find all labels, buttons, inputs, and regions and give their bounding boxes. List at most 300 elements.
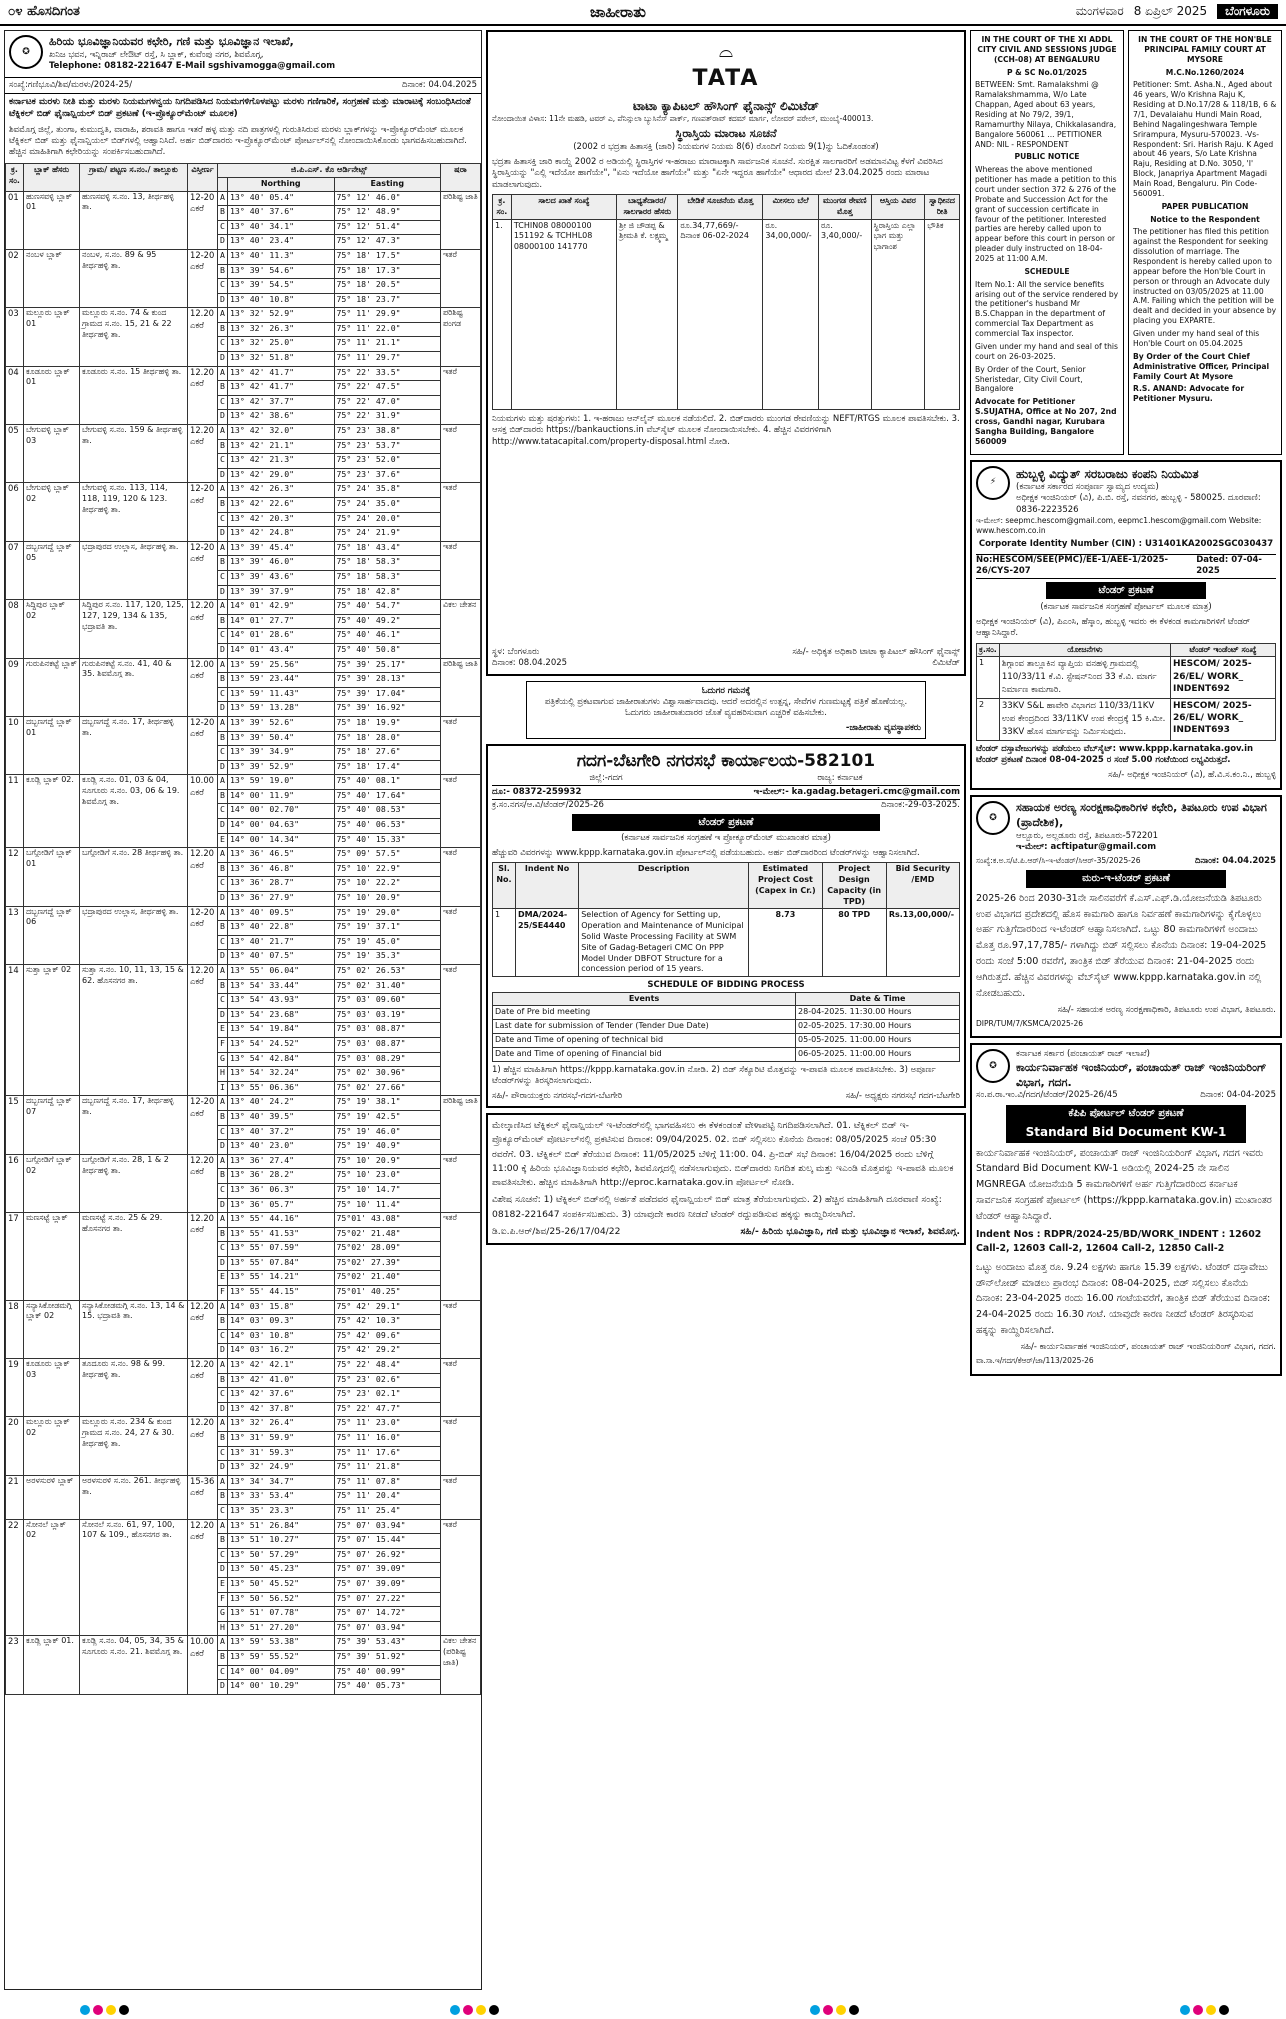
- northing-value: 13° 59' 55.52": [228, 1650, 335, 1665]
- northing-value: 13° 39' 52.9": [228, 760, 335, 775]
- th-village: ಗ್ರಾಮ/ ಪಟ್ಟಣ ಸ.ನಂ./ ತಾಲ್ಲೂಕು: [80, 163, 188, 191]
- sand-schedule-footer: [492, 1225, 960, 1239]
- block-number: 01: [6, 191, 24, 249]
- easting-value: 75°02' 21.48": [334, 1227, 441, 1242]
- block-name: ಗುರುಪಿನಕಟ್ಟೆ ಬ್ಲಾಕ್: [24, 658, 80, 716]
- block-area: 12.00 ಎಕರೆ: [188, 658, 218, 716]
- northing-value: 13° 32' 51.8": [228, 352, 335, 367]
- block-village: ಸನ್ಯಾಸಿಕೋಡಮಗ್ಗಿ ಸ.ನಂ. 13, 14 & 15. ಭದ್ರಾವತಿ ತಾ.: [80, 1300, 188, 1358]
- court1-parties: BETWEEN: Smt. Ramalakshmi @ Ramalakshmamma, W/o Late Chappan, Aged about 63 years, Residing at No 79/2, 39/1, Ramamurthy Nilaya, Chikkalasandra, Bangalore 560061 ... PETITIONER AND: NIL - RESPONDENT: [975, 80, 1117, 149]
- block-name: ಸಿದ್ದಿಪುರ ಬ್ಲಾಕ್ 02: [24, 600, 80, 658]
- easting-value: 75° 19' 40.9": [334, 1140, 441, 1155]
- easting-value: 75° 09' 57.5": [334, 848, 441, 863]
- point-label: B: [218, 1227, 228, 1242]
- easting-value: 75° 18' 19.9": [334, 716, 441, 731]
- northing-value: 13° 40' 10.8": [228, 293, 335, 308]
- block-village: ಬೇಗುವಳ್ಳಿ ಸ.ನಂ. 113, 114, 118, 119, 120 & 123. ತೀರ್ಥಹಳ್ಳಿ ತಾ.: [80, 483, 188, 541]
- northing-value: 13° 40' 23.4": [228, 235, 335, 250]
- court2-sign: By Order of the Court Chief Administrative Officer, Principal Family Court At Mysore: [1133, 351, 1270, 381]
- sand-block-row: [6, 1213, 481, 1228]
- northing-value: 13° 42' 22.6": [228, 498, 335, 513]
- point-label: C: [218, 1329, 228, 1344]
- sched-date: 06-05-2025. 11:00.00 Hours: [796, 1047, 960, 1061]
- point-label: C: [218, 1504, 228, 1519]
- hescom-header: [976, 466, 1276, 517]
- gadag-phone: ದೂ:- 08372-259932: [492, 786, 582, 797]
- th-no: ಕ್ರ. ಸಂ.: [6, 163, 24, 191]
- northing-value: 13° 51' 10.27": [228, 1534, 335, 1549]
- block-number: 07: [6, 541, 24, 599]
- block-area: 12.20 ಎಕರೆ: [188, 848, 218, 906]
- northing-value: 13° 39' 54.5": [228, 279, 335, 294]
- sand-tender-notice: [4, 30, 482, 1990]
- easting-value: 75° 24' 20.0": [334, 512, 441, 527]
- easting-value: 75° 40' 08.1": [334, 775, 441, 790]
- point-label: E: [218, 1023, 228, 1038]
- gadag-th-no: Sl. No.: [493, 863, 516, 909]
- gadag-th-emd: Bid Security /EMD: [886, 863, 959, 909]
- point-label: A: [218, 1096, 228, 1111]
- point-label: B: [218, 731, 228, 746]
- block-village: ಸುತ್ತಾ ಸ.ನಂ. 10, 11, 13, 15 & 62. ಹೊಸನಗರ ತಾ.: [80, 965, 188, 1096]
- point-label: B: [218, 206, 228, 221]
- gadag-sign-right: ಸಹಿ/- ಅಧ್ಯಕ್ಷರು ನಗರಸಭೆ ಗದಗ-ಬೆಟಗೇರಿ: [845, 1090, 960, 1101]
- easting-value: 75° 18' 42.8": [334, 585, 441, 600]
- block-remark: ಇತರೆ: [441, 1359, 481, 1417]
- easting-value: 75° 10' 11.4": [334, 1198, 441, 1213]
- northing-value: 13° 32' 26.3": [228, 322, 335, 337]
- northing-value: 13° 32' 25.0": [228, 337, 335, 352]
- easting-value: 75° 10' 20.9": [334, 892, 441, 907]
- block-remark: ಪರಿಶಿಷ್ಟ ಜಾತಿ: [441, 191, 481, 249]
- easting-value: 75° 39' 53.43": [334, 1636, 441, 1651]
- court1-schedule: Item No.1: All the service benefits arising out of the service rendered by the petitioner's husband Mr B.S.Chappan in the department of commercial Tax Department as commercial Tax inspector.: [975, 279, 1119, 339]
- block-number: 10: [6, 716, 24, 774]
- block-remark: ಇತರೆ: [441, 1519, 481, 1636]
- northing-value: 13° 55' 07.84": [228, 1256, 335, 1271]
- sand-block-row: [6, 965, 481, 980]
- th-gps: ಜಿ.ಪಿ.ಎಸ್. ಕೊ ಆರ್ಡಿನೇಟ್ಸ್: [218, 163, 441, 177]
- court2-nt: Notice to the Respondent: [1150, 214, 1260, 224]
- block-number: 06: [6, 483, 24, 541]
- easting-value: 75° 07' 26.92": [334, 1548, 441, 1563]
- northing-value: 13° 39' 34.9": [228, 746, 335, 761]
- tata-emblem-icon: ⌓: [718, 41, 734, 62]
- easting-value: 75° 19' 45.0": [334, 935, 441, 950]
- block-name: ಮಣಸಟ್ಟೆ ಬ್ಲಾಕ್: [24, 1213, 80, 1301]
- prd-gadag-notice: [970, 1043, 1282, 1375]
- easting-value: 75° 11' 21.1": [334, 337, 441, 352]
- easting-value: 75° 03' 03.19": [334, 1008, 441, 1023]
- tata-th-possession: ಸ್ವಾಧೀನದ ರೀತಿ: [925, 195, 960, 220]
- northing-value: 13° 50' 56.52": [228, 1592, 335, 1607]
- easting-value: 75° 19' 29.0": [334, 906, 441, 921]
- sand-schedule-ref: ಡಿ.ಐ.ಪಿ.ಆರ್/ಶಿವ/25-26/17/04/22: [492, 1225, 621, 1237]
- block-area: 15-36 ಎಕರೆ: [188, 1475, 218, 1519]
- point-label: D: [218, 1461, 228, 1476]
- point-label: D: [218, 527, 228, 542]
- block-village: ಗುರುಪಿನಕಟ್ಟೆ ಸ.ನಂ. 41, 40 & 35. ಶಿವಮೊಗ್ಗ ತಾ.: [80, 658, 188, 716]
- point-label: D: [218, 1008, 228, 1023]
- block-village: ಕೂಡೂರು ಸ.ನಂ. 15 ತೀರ್ಥಹಳ್ಳಿ ತಾ.: [80, 366, 188, 424]
- point-label: B: [218, 1315, 228, 1330]
- page-header-bar: [0, 0, 1286, 26]
- easting-value: 75° 40' 06.53": [334, 819, 441, 834]
- prd-ref-line: [976, 1090, 1276, 1101]
- hescom-cell-indent: HESCOM/ 2025-26/EL/ WORK_ INDENT692: [1170, 657, 1275, 699]
- point-label: C: [218, 220, 228, 235]
- point-label: C: [218, 687, 228, 702]
- easting-value: 75° 23' 02.6": [334, 1373, 441, 1388]
- block-number: 14: [6, 965, 24, 1096]
- registration-dot: [836, 2005, 846, 2015]
- family-court-notice: [1128, 30, 1282, 455]
- forest-emblem-icon: ✪: [976, 801, 1010, 835]
- hescom-name: ಹುಬ್ಬಳ್ಳಿ ವಿದ್ಯುತ್ ಸರಬರಾಜು ಕಂಪನಿ ನಿಯಮಿತ: [1016, 466, 1199, 481]
- th-remark: ಷರಾ: [441, 163, 481, 191]
- point-label: B: [218, 789, 228, 804]
- registration-dot: [1193, 2005, 1203, 2015]
- registration-dot: [476, 2005, 486, 2015]
- northing-value: 13° 39' 37.9": [228, 585, 335, 600]
- tata-th-demand: ಬೇಡಿಕೆ ಸೂಚನೆಯ ಮೊತ್ತ: [678, 195, 763, 220]
- point-label: B: [218, 862, 228, 877]
- tata-cell-emd: ರೂ. 3,40,000/-: [819, 219, 872, 409]
- block-remark: ಇತರೆ: [441, 716, 481, 774]
- point-label: D: [218, 819, 228, 834]
- easting-value: 75°02' 21.40": [334, 1271, 441, 1286]
- block-number: 22: [6, 1519, 24, 1636]
- block-area: 12-20 ಎಕರೆ: [188, 483, 218, 541]
- block-village: ನಂಬಳ, ಸ.ನಂ. 89 & 95 ತೀರ್ಥಹಳ್ಳಿ ತಾ.: [80, 249, 188, 307]
- th-easting: Easting: [334, 177, 441, 191]
- court2-case: M.C.No.1260/2024: [1165, 67, 1245, 77]
- block-name: ಮಲ್ಲೂರು ಬ್ಲಾಕ್ 01: [24, 308, 80, 366]
- northing-value: 13° 36' 27.4": [228, 1154, 335, 1169]
- gadag-intro: ಹೆಚ್ಚುವರಿ ವಿವರಗಳನ್ನು www.kppp.karnataka.gov.in ಪೋರ್ಟಲ್‌ನಲ್ಲಿ ಪಡೆಯಬಹುದು. ಅರ್ಹ ಬಿಡ್‌ದಾರರಿಂದ ಟೆಂಡರ್‌ಗಳನ್ನು ಆಹ್ವಾನಿಸಲಾಗಿದೆ.: [492, 847, 920, 858]
- point-label: A: [218, 1300, 228, 1315]
- block-number: 05: [6, 425, 24, 483]
- tata-reg-address: ನೋಂದಾಯಿತ ವಿಳಾಸ: 11ನೇ ಮಹಡಿ, ಟವರ್ ಎ, ಪೆನಿನ್ಸುಲಾ ಬ್ಯುಸಿನೆಸ್ ಪಾರ್ಕ್, ಗಣಪತ್‌ರಾವ್ ಕದಮ್ ಮಾರ್ಗ, ಲೋವರ್ ಪರೇಲ್, ಮುಂಬೈ-400013.: [492, 114, 874, 124]
- registration-marks-left: [80, 2003, 129, 2017]
- easting-value: 75° 12' 47.3": [334, 235, 441, 250]
- northing-value: 13° 39' 46.0": [228, 556, 335, 571]
- sand-block-row: [6, 1154, 481, 1169]
- tata-cell-reserve: ರೂ. 34,00,000/-: [763, 219, 819, 409]
- sand-block-row: [6, 366, 481, 381]
- easting-value: 75° 02' 27.66": [334, 1081, 441, 1096]
- northing-value: 13° 32' 26.4": [228, 1417, 335, 1432]
- gadag-schedule-title: SCHEDULE OF BIDDING PROCESS: [647, 980, 805, 991]
- sand-schedule-sign: ಸಹಿ/- ಹಿರಿಯ ಭೂವಿಜ್ಞಾನಿ, ಗಣಿ ಮತ್ತು ಭೂವಿಜ್ಞಾನ ಇಲಾಖೆ, ಶಿವಮೊಗ್ಗ.: [740, 1225, 960, 1237]
- block-number: 20: [6, 1417, 24, 1475]
- block-area: 12.20 ಎಕರೆ: [188, 1519, 218, 1636]
- block-remark: ಪರಿಶಿಷ್ಟ ಪಂಗಡ: [441, 308, 481, 366]
- easting-value: 75° 11' 17.6": [334, 1446, 441, 1461]
- block-remark: ಇತರೆ: [441, 1213, 481, 1301]
- sand-block-row: [6, 848, 481, 863]
- registration-dot: [489, 2005, 499, 2015]
- northing-value: 14° 00' 10.29": [228, 1680, 335, 1695]
- point-label: A: [218, 1636, 228, 1651]
- northing-value: 13° 55' 06.36": [228, 1081, 335, 1096]
- prd-dipr: ವಾ.ಸಾ.ಇ/ಗದಗ/ಕೆಆರ್/ಜಾ/113/2025-26: [976, 1356, 1094, 1366]
- point-label: F: [218, 1037, 228, 1052]
- block-village: ಬೇಗುವಳ್ಳಿ ಸ.ನಂ. 159 & ತೀರ್ಥಹಳ್ಳಿ ತಾ.: [80, 425, 188, 483]
- northing-value: 13° 32' 52.9": [228, 308, 335, 323]
- easting-value: 75° 40' 08.53": [334, 804, 441, 819]
- easting-value: 75° 24' 35.8": [334, 483, 441, 498]
- prd-title: ಕಾರ್ಯನಿರ್ವಾಹಕ ಇಂಜಿನಿಯರ್, ಪಂಚಾಯತ್ ರಾಜ್ ಇಂಜಿನಿಯರಿಂಗ್ ವಿಭಾಗ, ಗದಗ.: [1016, 1060, 1267, 1089]
- block-village: ದಬ್ಬಣಗದ್ದೆ ಸ.ನಂ. 17, ತೀರ್ಥಹಳ್ಳಿ ತಾ.: [80, 716, 188, 774]
- point-label: B: [218, 1373, 228, 1388]
- northing-value: 13° 40' 37.2": [228, 1125, 335, 1140]
- point-label: B: [218, 1650, 228, 1665]
- reader-notice-body: ಪತ್ರಿಕೆಯಲ್ಲಿ ಪ್ರಕಟವಾಗುವ ಜಾಹೀರಾತುಗಳು ವಿಶ್ವಾಸಾರ್ಹವಾದವು. ಆದರೆ ಅದರಲ್ಲಿನ ಉತ್ಪನ್ನ, ಸೇವೆಗಳ ಗುಣಮಟ್ಟಕ್ಕೆ ಪತ್ರಿಕೆ ಹೊಣೆಯಲ್ಲ. ಓದುಗರು ಜಾಹೀರಾತುದಾರರ ಜೊತೆ ವ್ಯವಹರಿಸುವಾಗ ಎಚ್ಚರಿಕೆ ವಹಿಸಬೇಕು.: [544, 697, 908, 719]
- easting-value: 75° 18' 23.7": [334, 293, 441, 308]
- easting-value: 75° 18' 27.6": [334, 746, 441, 761]
- tata-footer: [492, 647, 960, 670]
- th-northing: Northing: [228, 177, 335, 191]
- sand-block-row: [6, 425, 481, 440]
- block-name: ಬಗ್ಗೋಡಿಗೆ ಬ್ಲಾಕ್ 01: [24, 848, 80, 906]
- point-label: C: [218, 935, 228, 950]
- gadag-tender-table: [492, 862, 960, 977]
- easting-value: 75° 18' 43.4": [334, 541, 441, 556]
- northing-value: 13° 42' 41.7": [228, 366, 335, 381]
- hescom-cell-indent: HESCOM/ 2025-26/EL/ WORK_ INDENT693: [1170, 699, 1275, 741]
- point-label: G: [218, 1607, 228, 1622]
- easting-value: 75° 02' 31.40": [334, 979, 441, 994]
- block-name: ದಬ್ಬಣಗದ್ದೆ ಬ್ಲಾಕ್ 01: [24, 716, 80, 774]
- block-remark: ಇತರೆ: [441, 775, 481, 848]
- gadag-cell-cost: 8.73: [749, 909, 822, 977]
- right-column: [970, 30, 1282, 1990]
- point-label: B: [218, 614, 228, 629]
- northing-value: 14° 01' 27.7": [228, 614, 335, 629]
- th-block: ಬ್ಲಾಕ್ ಹೆಸರು: [24, 163, 80, 191]
- block-name: ದಬ್ಬಣಗದ್ದೆ ಬ್ಲಾಕ್ 05: [24, 541, 80, 599]
- ref-number: ಸಂಖ್ಯೆ:ಗಣಿಭೂವಿ/ಶಿವ/ಮರಳು/2024-25/: [9, 79, 133, 90]
- block-name: ಬೇಗುವಳ್ಳಿ ಬ್ಲಾಕ್ 03: [24, 425, 80, 483]
- gadag-cell-cap: 80 TPD: [822, 909, 886, 977]
- sand-block-row: [6, 249, 481, 264]
- point-label: A: [218, 1475, 228, 1490]
- point-label: A: [218, 1213, 228, 1228]
- court1-body: Whereas the above mentioned petitioner has made a petition to this court under section 372 & 276 of the Probate and Succession Act for the grant of succession certificate in favour of the petitioner. Interested parties are hereby called upon to appear before this court in person or pleader duly instructed on 18-04-2025 at 11:00 A.M.: [975, 165, 1117, 264]
- northing-value: 13° 54' 24.52": [228, 1037, 335, 1052]
- page-number: ೦೪ ಹೊಸದಿಗಂತ: [8, 4, 80, 19]
- point-label: C: [218, 877, 228, 892]
- court2-given: Given under my hand seal of this Hon'ble Court on 05.04.2025: [1133, 329, 1260, 348]
- northing-value: 13° 54' 32.24": [228, 1067, 335, 1082]
- easting-value: 75° 40' 00.99": [334, 1665, 441, 1680]
- point-label: C: [218, 1548, 228, 1563]
- easting-value: 75° 40' 50.8": [334, 643, 441, 658]
- northing-value: 13° 36' 28.2": [228, 1169, 335, 1184]
- point-label: E: [218, 1271, 228, 1286]
- northing-value: 13° 51' 27.20": [228, 1621, 335, 1636]
- northing-value: 13° 32' 24.9": [228, 1461, 335, 1476]
- office-name: ಹಿರಿಯ ಭೂವಿಜ್ಞಾನಿಯವರ ಕಛೇರಿ, ಗಣಿ ಮತ್ತು ಭೂವಿಜ್ಞಾನ ಇಲಾಖೆ,: [49, 35, 294, 48]
- block-remark: ಇತರೆ: [441, 1300, 481, 1358]
- gadag-th-cap: Project Design Capacity (in TPD): [822, 863, 886, 909]
- point-label: B: [218, 1432, 228, 1447]
- gadag-th-cost: Estimated Project Cost (Capex in Cr.): [749, 863, 822, 909]
- northing-value: 13° 55' 07.59": [228, 1242, 335, 1257]
- northing-value: 13° 40' 24.2": [228, 1096, 335, 1111]
- court-notices-row: [970, 30, 1282, 455]
- gadag-contact-line: [492, 785, 960, 800]
- notice-body: ಶಿವಮೊಗ್ಗ ಜಿಲ್ಲೆ, ತುಂಗಾ, ಕುಮುದ್ವತಿ, ವಾರಾಹಿ, ಶರಾವತಿ ಹಾಗೂ ಇತರೆ ಹಳ್ಳ ಮತ್ತು ನದಿ ಪಾತ್ರಗಳಲ್ಲಿ ಗುರುತಿಸಿರುವ ಮರಳು ಬ್ಲಾಕ್‌ಗಳನ್ನು ಇ-ಪ್ರೊಕ್ಯೂರ್‌ಮೆಂಟ್ ಮೂಲಕ ಟೆಕ್ನಿಕಲ್ ಬಿಡ್ ಮತ್ತು ಫೈನಾನ್ಷಿಯಲ್ ಬಿಡ್‌ಗಳಲ್ಲಿ ಆಹ್ವಾನಿಸಿದೆ. ಅರ್ಹ ಬಿಡ್‌ದಾರರು ಇ-ಪ್ರೊಕ್ಯೂರ್‌ಮೆಂಟ್ ಪೋರ್ಟಲ್‌ನಲ್ಲಿ ನೋಂದಾಯಿಸಿಕೊಂಡು ಭಾಗವಹಿಸಬಹುದಾಗಿದೆ. ಹೆಚ್ಚಿನ ಮಾಹಿತಿಗಾಗಿ ಕಛೇರಿಯನ್ನು ಸಂಪರ್ಕಿಸಬಹುದಾಗಿದೆ.: [9, 124, 467, 158]
- block-remark: ಇತರೆ: [441, 249, 481, 307]
- ref-line: [5, 78, 481, 94]
- northing-value: 13° 55' 44.16": [228, 1213, 335, 1228]
- block-remark: ಇತರೆ: [441, 1417, 481, 1475]
- gadag-email: ಇ-ಮೇಲ್:- ka.gadag.betageri.cmc@gmail.com: [753, 786, 960, 797]
- court1-head: IN THE COURT OF THE XI ADDL CITY CIVIL AND SESSIONS JUDGE (CCH-08) AT BENGALURU: [977, 35, 1117, 64]
- northing-value: 13° 36' 05.7": [228, 1198, 335, 1213]
- point-label: G: [218, 1052, 228, 1067]
- point-label: D: [218, 293, 228, 308]
- northing-value: 13° 59' 25.56": [228, 658, 335, 673]
- prd-body2: ಒಟ್ಟು ಅಂದಾಜು ಮೊತ್ತ ರೂ. 9.24 ಲಕ್ಷಗಳು ಹಾಗೂ 15.39 ಲಕ್ಷಗಳು. ಟೆಂಡರ್ ದಸ್ತಾವೇಜು ಡೌನ್‌ಲೋಡ್ ಮಾಡಲು ಪ್ರಾರಂಭ ದಿನಾಂಕ: 08-04-2025, ಬಿಡ್ ಸಲ್ಲಿಸಲು ಕೊನೆಯ ದಿನಾಂಕ: 23-04-2025 ರಂದು 16.00 ಗಂಟೆಯವರೆಗೆ, ತಾಂತ್ರಿಕ ಬಿಡ್ ತೆರೆಯುವ ದಿನಾಂಕ: 24-04-2025 ರಂದು 16.30 ಗಂಟೆ. ಯಾವುದೇ ಕಾರಣ ನೀಡದೆ ಟೆಂಡರ್ ತಿರಸ್ಕರಿಸುವ ಹಕ್ಕನ್ನು ಕಾಯ್ದಿರಿಸಲಾಗಿದೆ.: [976, 1261, 1271, 1337]
- hescom-date: Dated: 07-04-2025: [1196, 554, 1262, 577]
- block-remark: ಇತರೆ: [441, 906, 481, 964]
- forest-date: ದಿನಾಂಕ: 04.04.2025: [1195, 855, 1276, 866]
- point-label: D: [218, 892, 228, 907]
- block-name: ನಂಬಳ ಬ್ಲಾಕ್: [24, 249, 80, 307]
- hescom-ref: No:HESCOM/SEE(PMC)/EE-1/AEE-1/2025-26/CYS-207: [976, 554, 1169, 577]
- easting-value: 75° 23' 02.1": [334, 1388, 441, 1403]
- northing-value: 14° 00' 04.09": [228, 1665, 335, 1680]
- block-village: ಕೂಡ್ಲಿ ಸ.ನಂ. 01, 03 & 04, ಸೂಗೂರು ಸ.ನಂ. 03, 06 & 19. ಶಿವಮೊಗ್ಗ ತಾ.: [80, 775, 188, 848]
- northing-value: 13° 35' 23.3": [228, 1504, 335, 1519]
- point-label: I: [218, 1081, 228, 1096]
- northing-value: 13° 42' 38.6": [228, 410, 335, 425]
- northing-value: 13° 31' 59.3": [228, 1446, 335, 1461]
- sand-block-row: [6, 483, 481, 498]
- registration-dot: [93, 2005, 103, 2015]
- easting-value: 75° 10' 14.7": [334, 1183, 441, 1198]
- gadag-notes: 1) ಹೆಚ್ಚಿನ ಮಾಹಿತಿಗಾಗಿ https://kppp.karnataka.gov.in ನೋಡಿ. 2) ಬಿಡ್ ಸೆಕ್ಯೂರಿಟಿ ಮೊತ್ತವನ್ನು ಇ-ಪಾವತಿ ಮೂಲಕ ಪಾವತಿಸಬೇಕು. 3) ಅಪೂರ್ಣ ಟೆಂಡರ್‌ಗಳನ್ನು ತಿರಸ್ಕರಿಸಲಾಗುವುದು.: [492, 1064, 936, 1087]
- tata-th-no: ಕ್ರ. ಸಂ.: [493, 195, 512, 220]
- northing-value: 13° 42' 21.1": [228, 439, 335, 454]
- easting-value: 75° 39' 28.13": [334, 673, 441, 688]
- northing-value: 13° 39' 43.6": [228, 570, 335, 585]
- point-label: B: [218, 1534, 228, 1549]
- forest-notice: [970, 795, 1282, 1038]
- hescom-logo-icon: ⚡: [976, 466, 1010, 500]
- easting-value: 75° 42' 10.3": [334, 1315, 441, 1330]
- easting-value: 75° 11' 29.9": [334, 308, 441, 323]
- court2-advocate: R.S. ANAND: Advocate for Petitioner Mysuru.: [1133, 384, 1245, 404]
- forest-sign: ಸಹಿ/- ಸಹಾಯಕ ಅರಣ್ಯ ಸಂರಕ್ಷಣಾಧಿಕಾರಿ, ತಿಪಟೂರು ಉಪ ವಿಭಾಗ, ತಿಪಟೂರು.: [1057, 1004, 1276, 1015]
- block-number: 09: [6, 658, 24, 716]
- easting-value: 75° 40' 54.7": [334, 600, 441, 615]
- sand-block-row: [6, 1475, 481, 1490]
- tata-date: ದಿನಾಂಕ: 08.04.2025: [492, 658, 568, 669]
- tata-th-acct: ಸಾಲದ ಖಾತೆ ಸಂಖ್ಯೆ: [511, 195, 616, 220]
- easting-value: 75°02' 28.09": [334, 1242, 441, 1257]
- tata-logo: [492, 36, 960, 98]
- easting-value: 75° 02' 30.96": [334, 1067, 441, 1082]
- gadag-sched-th-date: Date & Time: [796, 992, 960, 1006]
- office-address: ಖನಿಜ ಭವನ, ಇನ್ನಿರಾಜ್ ಲೇಔಟ್ ರಸ್ತೆ, ಸಿ ಬ್ಲಾಕ್, ಕುವೆಂಪು ನಗರ, ಶಿವಮೊಗ್ಗ,: [49, 49, 264, 60]
- block-village: ಬಗ್ಗೋಡಿಗೆ ಸ.ನಂ. 28 ತೀರ್ಥಹಳ್ಳಿ ತಾ.: [80, 848, 188, 906]
- registration-dot: [849, 2005, 859, 2015]
- block-village: ತೂದೂರು ಸ.ನಂ. 98 & 99. ತೀರ್ಥಹಳ್ಳಿ ತಾ.: [80, 1359, 188, 1417]
- block-area: 12.20 ಎಕರೆ: [188, 965, 218, 1096]
- northing-value: 13° 34' 34.7": [228, 1475, 335, 1490]
- sand-block-row: [6, 906, 481, 921]
- block-number: 15: [6, 1096, 24, 1154]
- gadag-cell-no: 1: [493, 909, 516, 977]
- block-remark: ವಿಕಲ ಚೇತನ (ಪರಿಶಿಷ್ಟ ಜಾತಿ): [441, 1636, 481, 1694]
- block-number: 11: [6, 775, 24, 848]
- point-label: B: [218, 381, 228, 396]
- registration-dot: [106, 2005, 116, 2015]
- block-area: 12.20 ಎಕರೆ: [188, 1417, 218, 1475]
- block-area: 12.20 ಎಕರೆ: [188, 1359, 218, 1417]
- sand-block-row: [6, 716, 481, 731]
- block-name: ಸೋನಲೆ ಬ್ಲಾಕ್ 02: [24, 1519, 80, 1636]
- point-label: D: [218, 585, 228, 600]
- block-area: 12.20 ಎಕರೆ: [188, 1213, 218, 1301]
- northing-value: 13° 39' 52.6": [228, 716, 335, 731]
- point-label: A: [218, 541, 228, 556]
- block-village: ಭದ್ರಾಪುರದ ಉಲ್ಲಾಸ, ತೀರ್ಥಹಳ್ಳಿ ತಾ.: [80, 541, 188, 599]
- court1-sign: By Order of the Court, Senior Sheristedar, City Civil Court, Bangalore: [975, 364, 1086, 394]
- easting-value: 75° 19' 35.3": [334, 950, 441, 965]
- forest-header: [976, 801, 1276, 854]
- point-label: B: [218, 979, 228, 994]
- block-remark: ಇತರೆ: [441, 1475, 481, 1519]
- block-number: 08: [6, 600, 24, 658]
- northing-value: 14° 00' 14.34": [228, 833, 335, 848]
- easting-value: 75° 22' 48.4": [334, 1359, 441, 1374]
- tata-notice-title: ಸ್ಥಿರಾಸ್ತಿಯ ಮಾರಾಟ ಸೂಚನೆ: [675, 127, 777, 141]
- easting-value: 75° 07' 15.44": [334, 1534, 441, 1549]
- block-number: 18: [6, 1300, 24, 1358]
- northing-value: 14° 00' 04.63": [228, 819, 335, 834]
- block-remark: ವಿಕಲ ಚೇತನ: [441, 600, 481, 658]
- block-name: ಸನ್ಯಾಸಿಕೋಡಮಗ್ಗಿ ಬ್ಲಾಕ್ 02: [24, 1300, 80, 1358]
- court2-pp: PAPER PUBLICATION: [1161, 201, 1249, 211]
- hescom-cell-desc: 33KV S&L ಹಾವೇರಿ ವಿಭಾಗದ 110/33/11KV ಉಪ ಕೇಂದ್ರದಿಂದ 33/11KV ಉಪ ಕೇಂದ್ರಕ್ಕೆ 15 ಕಿ.ಮೀ. 33KV ಹೊಸ ಮಾರ್ಗವನ್ನು ನಿರ್ಮಿಸುವುದು.: [999, 699, 1170, 741]
- block-area: 12.20 ಎಕರೆ: [188, 1300, 218, 1358]
- block-area: 12.20 ಎಕರೆ: [188, 308, 218, 366]
- hescom-notice: [970, 460, 1282, 791]
- hescom-tender-title: ಟೆಂಡರ್ ಪ್ರಕಟಣೆ: [1046, 582, 1206, 600]
- sand-block-row: [6, 1300, 481, 1315]
- easting-value: 75° 12' 51.4": [334, 220, 441, 235]
- easting-value: 75° 18' 58.3": [334, 570, 441, 585]
- point-label: A: [218, 1154, 228, 1169]
- tata-notice-body: ಭದ್ರತಾ ಹಿತಾಸಕ್ತಿ ಜಾರಿ ಕಾಯ್ದೆ 2002 ರ ಅಡಿಯಲ್ಲಿ ಸ್ಥಿರಾಸ್ತಿಗಳ ಇ-ಹರಾಜು ಮಾರಾಟಕ್ಕಾಗಿ ಸಾರ್ವಜನಿಕ ಸೂಚನೆ. ಸುರಕ್ಷಿತ ಸಾಲಗಾರರಿಗೆ ಅಡಮಾನವಿಟ್ಟ ಕೆಳಗೆ ವಿವರಿಸಿದ ಸ್ಥಿರಾಸ್ತಿಯನ್ನು "ಎಲ್ಲಿ ಇದೆಯೋ ಹಾಗೆಯೇ", "ಏನು ಇದೆಯೋ ಹಾಗೆಯೇ" ಮತ್ತು "ಏನೇ ಇದ್ದರೂ ಹಾಗೆಯೇ" ಆಧಾರದ ಮೇಲೆ 23.04.2025 ರಂದು ಮಾರಾಟ ಮಾಡಲಾಗುವುದು.: [492, 156, 943, 190]
- northing-value: 14° 03' 09.3": [228, 1315, 335, 1330]
- point-label: C: [218, 804, 228, 819]
- gadag-sign-left: ಸಹಿ/- ಪೌರಾಯುಕ್ತರು ನಗರಸಭೆ-ಗದಗ-ಬೆಟಗೇರಿ: [492, 1090, 623, 1101]
- city-label: ಬೆಂಗಳೂರು: [1217, 4, 1278, 19]
- gadag-cell-desc: Selection of Agency for Setting up, Operation and Maintenance of Municipal Solid Waste Processing Facility at SWM Site of Gadag-Betageri CMC On PPP Model Under DBFOT Structure for a concession period of 15 years.: [579, 909, 749, 977]
- hescom-ref-line: [976, 554, 1276, 579]
- tata-th-reserve: ಮೀಸಲು ಬೆಲೆ: [763, 195, 819, 220]
- registration-dot: [463, 2005, 473, 2015]
- northing-value: 14° 03' 15.8": [228, 1300, 335, 1315]
- gadag-tender-sub: (ಕರ್ನಾಟಕ ಸಾರ್ವಜನಿಕ ಸಂಗ್ರಹಣೆ ಇ ಪ್ರೋಕ್ಯೂರ್‌ಮೆಂಟ್ ಮುಖಾಂತರ ಮಾತ್ರ): [621, 833, 831, 844]
- easting-value: 75° 18' 58.3": [334, 556, 441, 571]
